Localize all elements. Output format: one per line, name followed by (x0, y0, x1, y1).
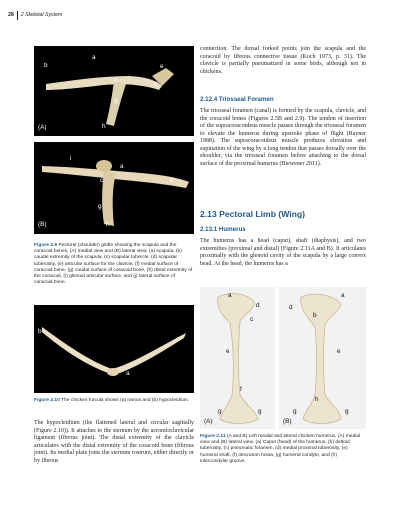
fig-2-11b-letter-a: a (341, 292, 345, 299)
fig-2-9b-letter-h: h (106, 221, 110, 228)
text-2-12-4: The triosseal foramen (canal) is formed by the scapula, clavicle, and the coracoid bones (Figures 2.5B and 2.9). The tendon of insertion of the supracoracoideus muscle passes through the triosseal foramen to elevate the humerus during upstroke phase of flight (Rayner 1988). The supracoracoideus muscle produces elevation and supination of the wing by a long tendon that passes dorsally over the shoulder, via the triosseal foramen before attaching to the dorsal surface of the proximal humerus (Biewener 2011). (200, 108, 366, 167)
fig-2-11b-letter-h: h (315, 396, 319, 403)
figure-2-10-photo (34, 305, 194, 393)
fig-2-9b-letter-c: c (100, 177, 104, 184)
fig-2-9b-panel-label: (B) (38, 221, 47, 228)
scapula-coracoid-lateral-drawing (34, 142, 194, 234)
fig-2-11b-letter-d: d (289, 304, 293, 311)
fig-2-11a-letter-g2: g (258, 408, 262, 415)
text-2-13-1: The humerus has a head (caput), shaft (diaphysis), and two extremities (proximal and distal) (Figure 2.11A and B). It articulates proximally with the glenoid cavity of the scapula by a large convex head. At the head, the humerus has a (200, 238, 366, 267)
fig-2-9b-letter-g: g (98, 203, 102, 210)
fig-2-11b-letter-b: b (313, 312, 317, 319)
fig-2-11a-letter-a: a (228, 292, 232, 299)
furcula-drawing (34, 305, 194, 393)
figure-2-11-number: Figure 2.11 (200, 434, 226, 439)
figure-2-11-caption (200, 434, 366, 465)
figure-2-10-number: Figure 2.10 (34, 398, 60, 403)
figure-2-11-photo-a (200, 287, 275, 429)
running-header (8, 10, 62, 20)
figure-2-9-photo-a (34, 46, 194, 136)
fig-2-9b-letter-b: b (170, 177, 174, 184)
fig-2-11a-letter-e: e (226, 348, 230, 355)
humerus-medial-drawing (200, 287, 275, 429)
scapula-coracoid-medial-drawing (34, 46, 194, 136)
left-column-text: The hypocleidium (the flattened lateral and circular sagittally (Figure 2.10)). It attaches to the sternum by the acromioclavicular ligament (fibrous joint). The distal extremity of the clavicle articulates with the distal extremity of the coracoid bone (fibrous joint). Its medial plate joins the sternum rostrum, either directly or by fibrous (34, 420, 194, 464)
fig-2-11a-letter-c: c (250, 316, 254, 323)
fig-2-9b-letter-i: i (70, 155, 72, 162)
fig-2-9a-letter-b: b (44, 62, 48, 69)
fig-2-9a-letter-c: c (114, 77, 118, 84)
fig-2-9b-letter-a: a (120, 163, 124, 170)
fig-2-11b-letter-g1: g (293, 408, 297, 415)
fig-2-9a-letter-d: d (154, 81, 158, 88)
fig-2-11b-letter-e: e (337, 348, 341, 355)
figure-2-11-photo-b (279, 287, 366, 429)
fig-2-11a-letter-g1: g (218, 408, 222, 415)
fig-2-9a-letter-h: h (102, 123, 106, 130)
figure-2-10-caption (34, 398, 194, 404)
figure-2-11-caption-text: (A and B) Left medial and lateral chicken humerus, (A) medial view and (B) lateral view. (a) Caput (head) of the humerus, (b) deltoid tuberosity, (c) pneumatic foramen, (d) medial proximal tuberosity, (e) humeral shaft, (f) olecranon fossa, (g) humeral condyle, and (h) intercondylar groove. (200, 434, 361, 464)
figure-2-9-caption (34, 243, 194, 286)
figure-2-10-caption-text: The chicken furcula shows (a) ramus and (b) hypocleidium. (61, 398, 190, 403)
section-heading-2-13: 2.13 Pectoral Limb (Wing) (200, 209, 305, 219)
fig-2-11a-letter-d: d (256, 302, 260, 309)
figure-2-9-photo-b (34, 142, 194, 234)
right-column-intro: connection. The dorsal forked points join the scapula and the coracoid by fibrous connective tissue (Koch 1973, p. 31). The clavicle is partially pneumatized in some birds, although not in chickens. (200, 46, 366, 75)
fig-2-11b-panel-label: (B) (283, 418, 292, 425)
chapter-title: 2 Skeletal System (20, 12, 63, 18)
subheading-2-13-1: 2.13.1 Humerus (200, 226, 246, 233)
fig-2-11a-panel-label: (A) (204, 418, 213, 425)
page-number: 28 (8, 12, 14, 18)
fig-2-11b-letter-g2: g (345, 408, 349, 415)
subheading-2-12-4: 2.12.4 Triosseal Foramen (200, 96, 274, 103)
fig-2-9a-letter-g: g (114, 97, 118, 104)
fig-2-9a-letter-a: a (92, 54, 96, 61)
header-divider (17, 11, 18, 20)
fig-2-9a-panel-label: (A) (38, 124, 47, 131)
fig-2-10-letter-b: b (38, 328, 42, 335)
figure-2-9-caption-text: Pectoral (shoulder) girdle showing the scapula and the coracoid bones, (A) medial view and (B) lateral view, (a) scapula, (b) caudal extremity of the scapula, (c) scapular tubercle, (d) scapular tuberosity, (e) articular surface for the clavicle, (f) medial surface of coracoid bone, (g) caudal surface of coracoid bone, (h) distal extremity of the coracoid, (i) glenoid articular surface, and (j) lateral surface of coracoid bone. (34, 243, 193, 286)
fig-2-9a-letter-e: e (160, 63, 164, 70)
fig-2-11a-letter-f: f (240, 386, 242, 393)
fig-2-10-letter-a: a (126, 370, 130, 377)
figure-2-9-number: Figure 2.9 (34, 243, 58, 248)
